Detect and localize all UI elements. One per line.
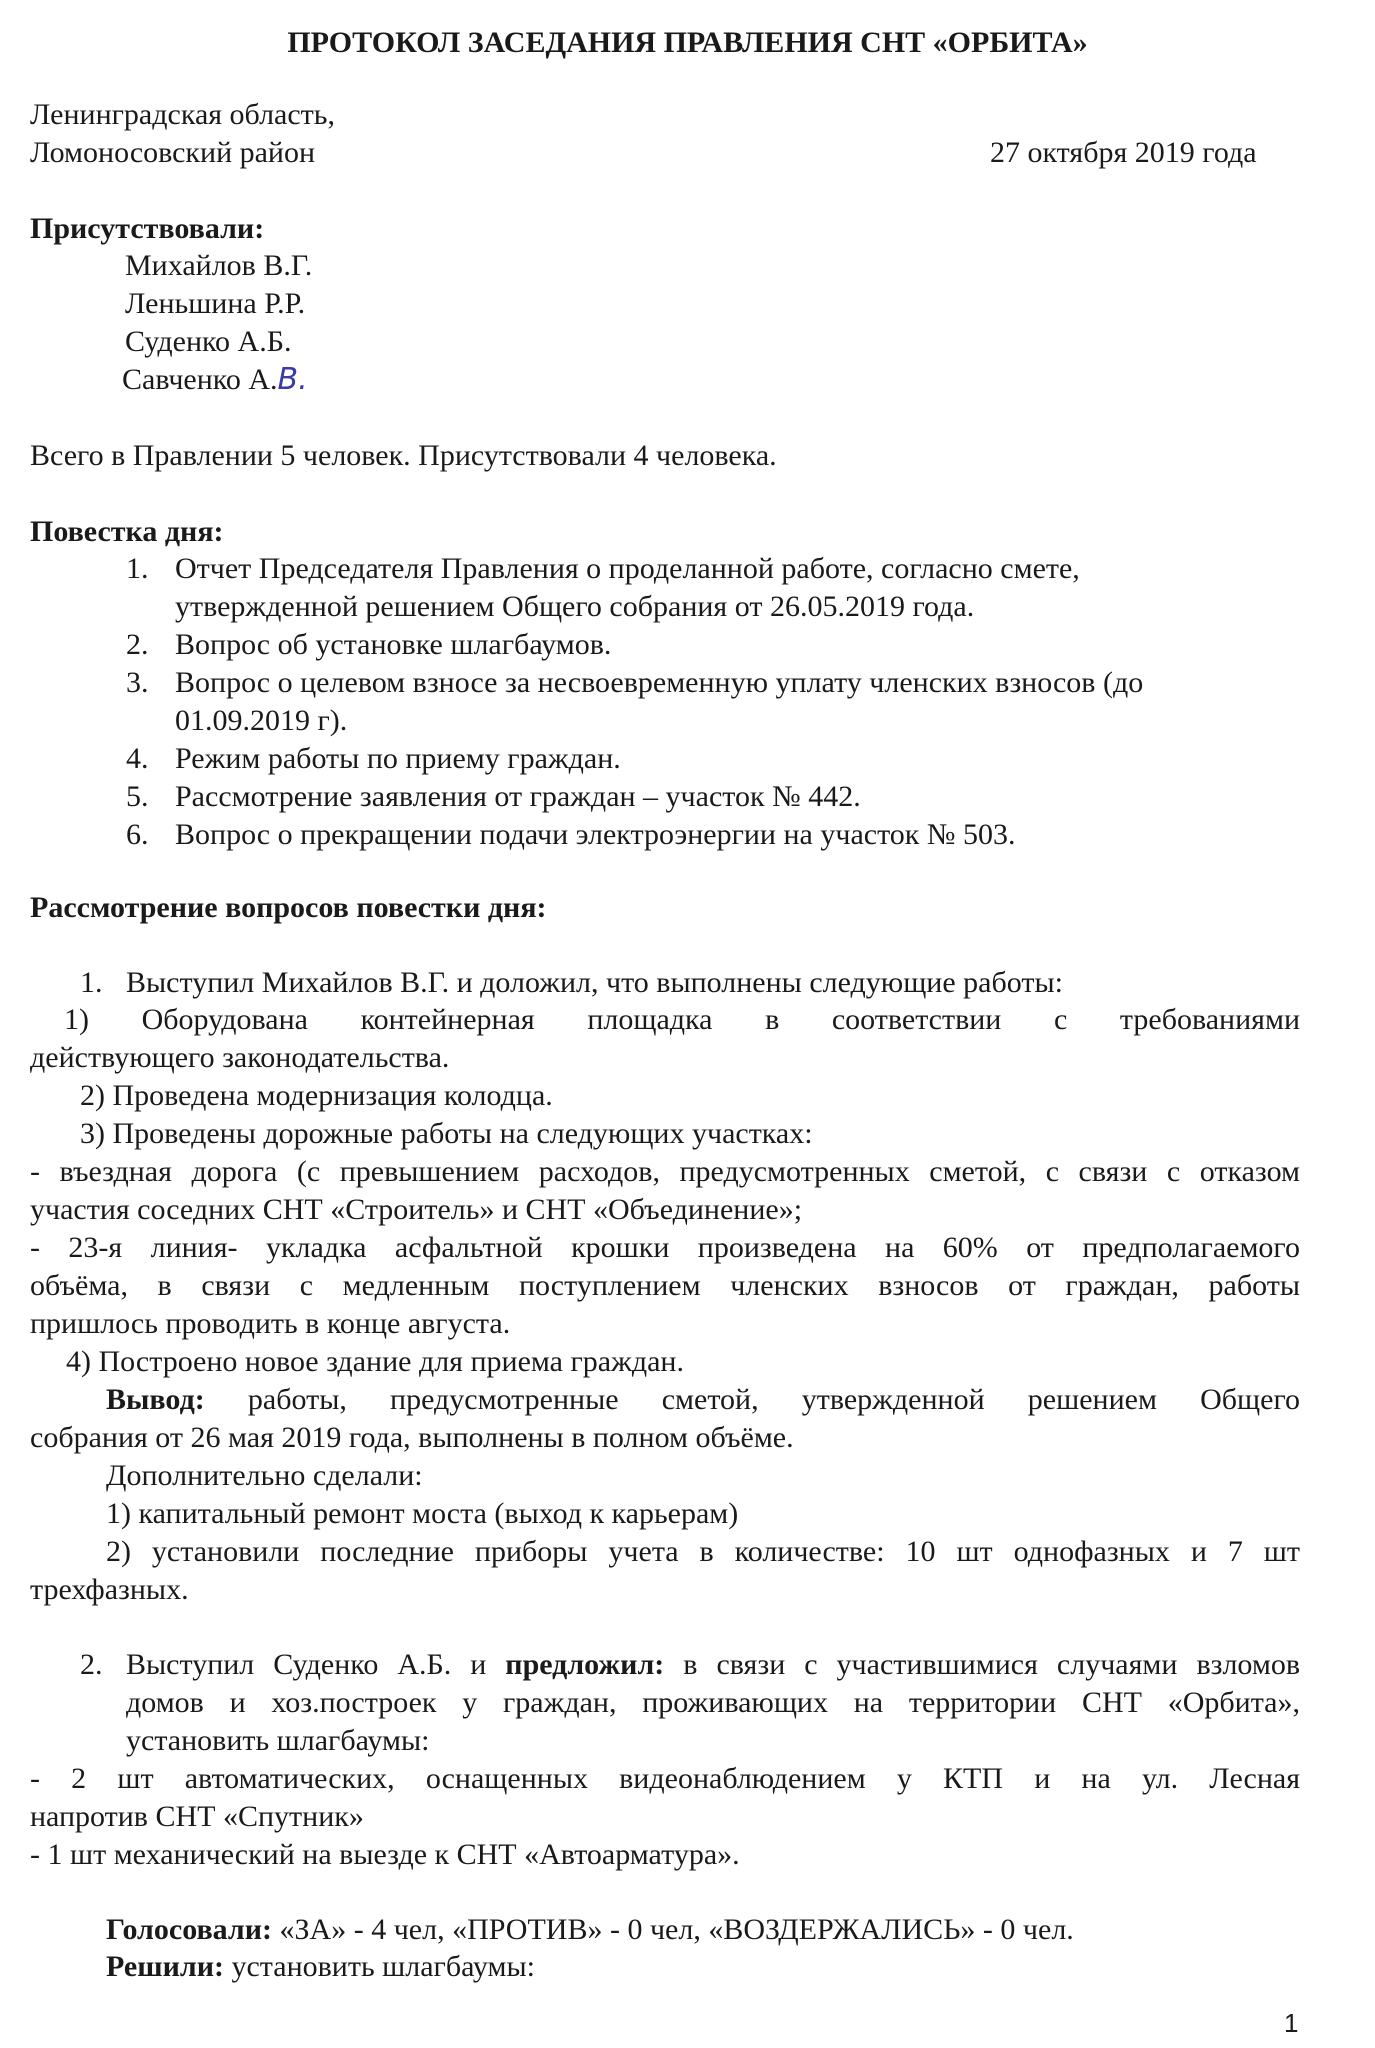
review-heading: Рассмотрение вопросов повестки дня: — [30, 891, 547, 924]
road-work: - въездная дорога (с превышением расходов, предусмотренных сметой, с связи с отказом — [30, 1155, 1300, 1188]
attendance-total: Всего в Правлении 5 человек. Присутствовали 4 человека. — [30, 439, 777, 472]
attendee-name: Савченко А. — [122, 363, 278, 396]
conclusion-text: работы, предусмотренные сметой, утвержденной решением Общего — [247, 1383, 1301, 1416]
agenda-item-number: 5. — [126, 780, 149, 813]
attendee: Михайлов В.Г. — [125, 249, 313, 282]
work-item: 4) Построено новое здание для приема граждан. — [66, 1345, 684, 1378]
vote-label: Голосовали: — [106, 1913, 273, 1946]
attendee — [122, 361, 308, 399]
agenda-item-text: Режим работы по приему граждан. — [175, 742, 621, 775]
barrier-item: напротив СНТ «Спутник» — [30, 1800, 364, 1833]
barrier-item: - 2 шт автоматических, оснащенных видеонаблюдением у КТП и на ул. Лесная — [30, 1762, 1300, 1795]
work-item: действующего законодательства. — [30, 1041, 450, 1074]
agenda-item-number: 4. — [126, 742, 149, 775]
agenda-item-number: 1. — [126, 552, 149, 585]
road-work: объёма, в связи с медленным поступлением членских взносов от граждан, работы — [30, 1269, 1300, 1302]
extra-item: трехфазных. — [30, 1573, 189, 1606]
conclusion-text: собрания от 26 мая 2019 года, выполнены в полном объёме. — [30, 1421, 794, 1454]
decision-text: установить шлагбаумы: — [231, 1950, 535, 1983]
protocol-date: 27 октября 2019 года — [990, 136, 1257, 169]
agenda-item-text: 01.09.2019 г). — [175, 704, 348, 737]
question-text: установить шлагбаумы: — [126, 1724, 430, 1757]
conclusion — [106, 1381, 1300, 1419]
extra-item: 1) капитальный ремонт моста (выход к карьерам) — [106, 1497, 739, 1530]
road-work: участия соседних СНТ «Строитель» и СНТ «Объединение»; — [30, 1193, 803, 1226]
agenda-item-number: 3. — [126, 666, 149, 699]
vote-result — [106, 1911, 1074, 1949]
question-number: 1. — [80, 966, 103, 999]
agenda-item-number: 6. — [126, 818, 149, 851]
work-item: 3) Проведены дорожные работы на следующих участках: — [80, 1117, 813, 1150]
agenda-heading: Повестка дня: — [30, 515, 224, 548]
agenda-item-text: Отчет Председателя Правления о проделанной работе, согласно смете, — [175, 552, 1080, 585]
work-item: 1) Оборудована контейнерная площадка в соответствии с требованиями — [64, 1003, 1300, 1036]
agenda-item-text: Вопрос о целевом взносе за несвоевременную уплату членских взносов (до — [175, 666, 1144, 699]
question-text: Выступил Михайлов В.Г. и доложил, что выполнены следующие работы: — [126, 966, 1063, 999]
handwritten-initial: В. — [277, 362, 308, 397]
vote-text: «ЗА» - 4 чел, «ПРОТИВ» - 0 чел, «ВОЗДЕРЖАЛИСЬ» - 0 чел. — [279, 1913, 1074, 1946]
agenda-item-text: Вопрос о прекращении подачи электроэнергии на участок № 503. — [175, 818, 1016, 851]
proposal-label: предложил: — [505, 1648, 665, 1681]
road-work: пришлось проводить в конце августа. — [30, 1307, 511, 1340]
attendance-heading: Присутствовали: — [30, 212, 265, 245]
decision — [106, 1948, 535, 1986]
attendee: Суденко А.Б. — [125, 325, 292, 358]
question-text-pre: Выступил Суденко А.Б. и — [126, 1648, 487, 1681]
question-number: 2. — [80, 1648, 103, 1681]
barrier-item: - 1 шт механический на выезде к СНТ «Автоарматура». — [30, 1838, 740, 1871]
conclusion-label: Вывод: — [106, 1383, 205, 1416]
location-region: Ленинградская область, — [30, 98, 335, 131]
agenda-item-number: 2. — [126, 628, 149, 661]
agenda-item-text: утвержденной решением Общего собрания от 26.05.2019 года. — [175, 590, 975, 623]
question-text — [126, 1646, 1300, 1684]
attendee: Леньшина Р.Р. — [125, 287, 306, 320]
road-work: - 23-я линия- укладка асфальтной крошки произведена на 60% от предполагаемого — [30, 1231, 1300, 1264]
decision-label: Решили: — [106, 1950, 224, 1983]
extra-heading: Дополнительно сделали: — [106, 1459, 423, 1492]
page-number: 1 — [1284, 2008, 1299, 2038]
question-text: домов и хоз.построек у граждан, проживающих на территории СНТ «Орбита», — [126, 1686, 1300, 1719]
work-item: 2) Проведена модернизация колодца. — [80, 1079, 553, 1112]
agenda-item-text: Рассмотрение заявления от граждан – участок № 442. — [175, 780, 861, 813]
question-text-post: в связи с участившимися случаями взломов — [683, 1648, 1301, 1681]
location-district: Ломоносовский район — [30, 136, 316, 169]
extra-item: 2) установили последние приборы учета в количестве: 10 шт однофазных и 7 шт — [106, 1535, 1300, 1568]
agenda-item-text: Вопрос об установке шлагбаумов. — [175, 628, 612, 661]
document-title: ПРОТОКОЛ ЗАСЕДАНИЯ ПРАВЛЕНИЯ СНТ «ОРБИТА» — [287, 26, 1088, 59]
